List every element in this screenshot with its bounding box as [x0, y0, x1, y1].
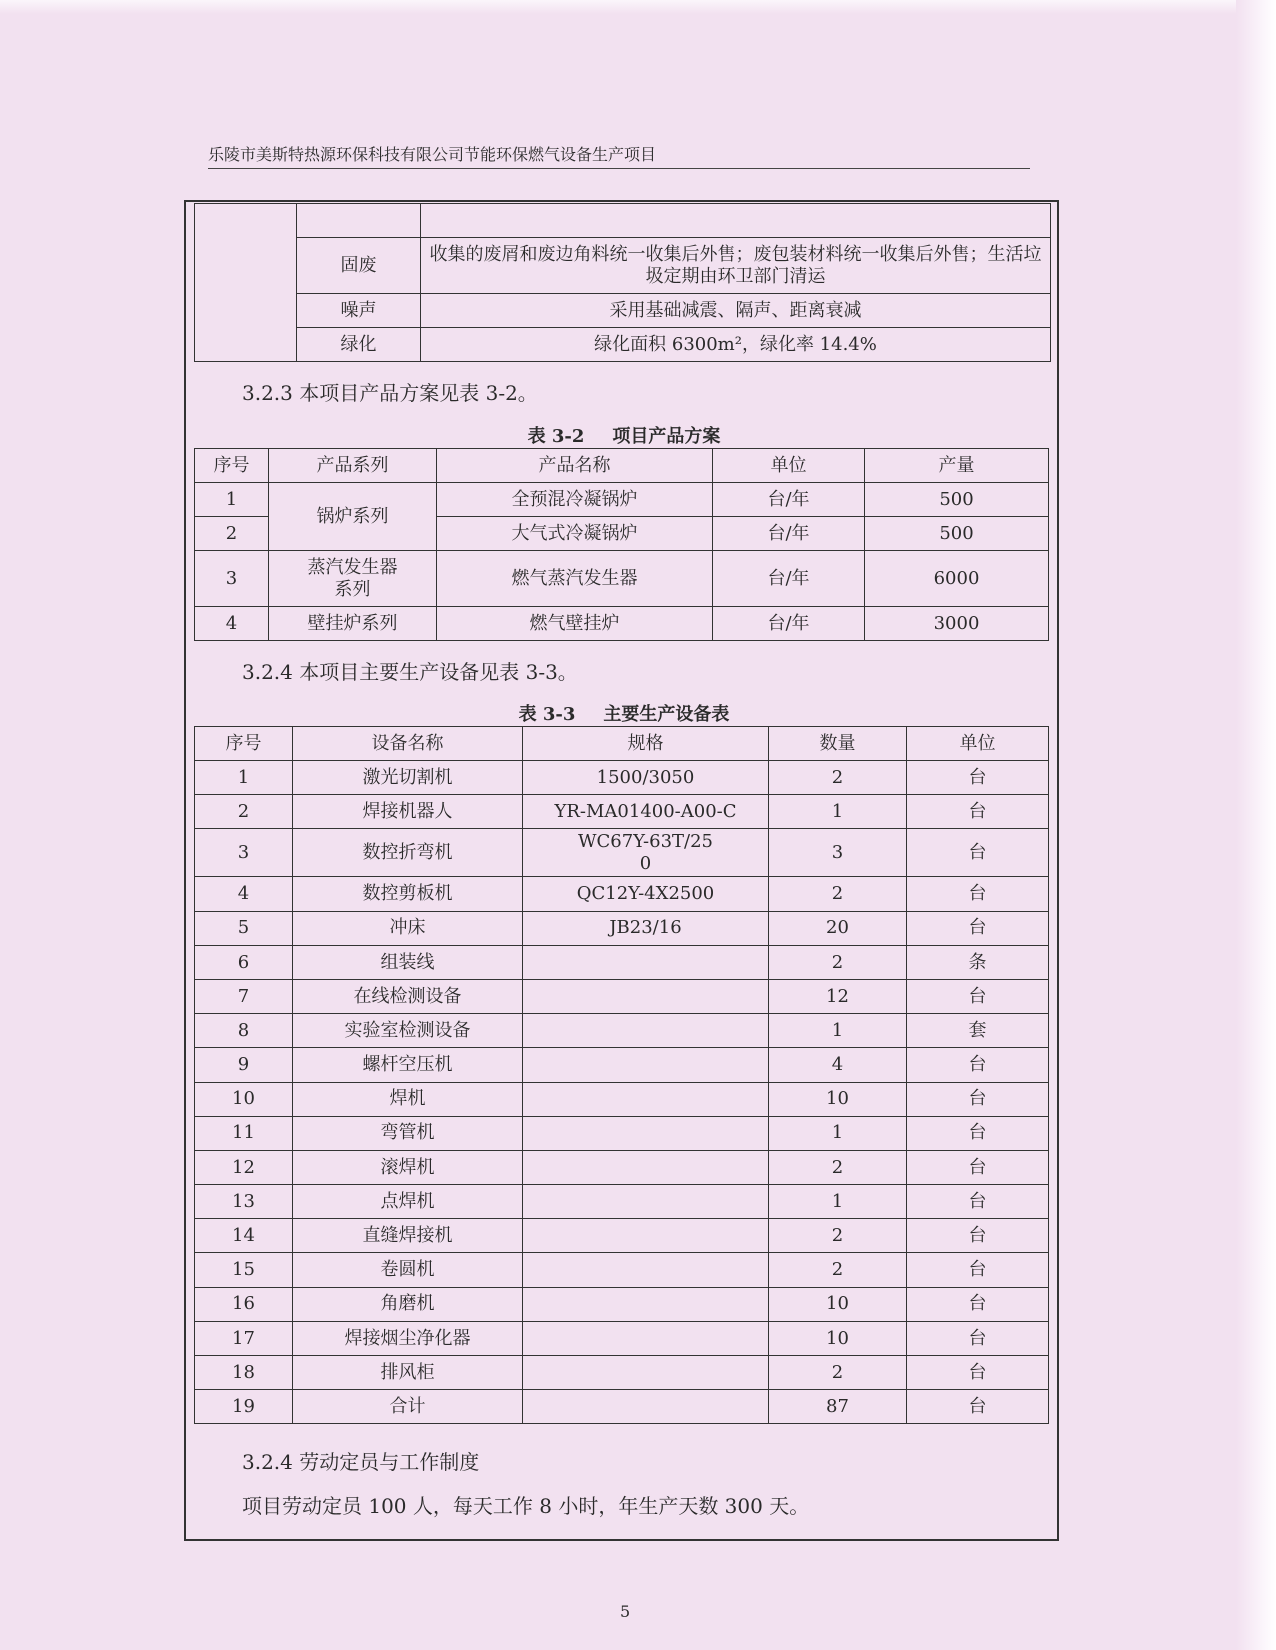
table-row: [195, 945, 1049, 979]
table-row: [195, 551, 1049, 607]
cell-quantity: 1: [769, 795, 907, 829]
cell-equipment-name: 焊接机器人: [293, 795, 523, 829]
table-row: [195, 877, 1049, 911]
cell-unit: 台/年: [713, 483, 865, 517]
cell-quantity: 2: [769, 1150, 907, 1184]
cell-unit: 台: [907, 1321, 1049, 1355]
cell-spec: [523, 1356, 769, 1390]
cell-quantity: 1: [769, 1116, 907, 1150]
cell-no: 1: [195, 483, 269, 517]
cell-spec: WC67Y-63T/250: [523, 829, 769, 877]
cell-no: 18: [195, 1356, 293, 1390]
table-row: [195, 1321, 1049, 1355]
table-row: [195, 1219, 1049, 1253]
table-32-header: 产品系列: [269, 449, 437, 483]
labor-text: 项目劳动定员 100 人，每天工作 8 小时，年生产天数 300 天。: [242, 1494, 810, 1518]
cell-spec: [523, 1150, 769, 1184]
cell-spec: [523, 1082, 769, 1116]
cell-output: 3000: [865, 607, 1049, 641]
cell-no: 15: [195, 1253, 293, 1287]
cell-quantity: 1: [769, 1185, 907, 1219]
table-row: [195, 829, 1049, 877]
cell-spec: [523, 1253, 769, 1287]
cell-spec: [523, 945, 769, 979]
table-row: [195, 1356, 1049, 1390]
cell-quantity: 12: [769, 979, 907, 1013]
table-row: [195, 1150, 1049, 1184]
cell-spec: 1500/3050: [523, 761, 769, 795]
cell-spec: [523, 1321, 769, 1355]
cell-no: 3: [195, 829, 293, 877]
cell-output: 6000: [865, 551, 1049, 607]
cell-quantity: 2: [769, 945, 907, 979]
cell-equipment-name: 点焊机: [293, 1185, 523, 1219]
cell-output: 500: [865, 483, 1049, 517]
table-33-header: 数量: [769, 727, 907, 761]
cell-unit: 台: [907, 829, 1049, 877]
table-row: [195, 1082, 1049, 1116]
env-measures-table: [194, 203, 1051, 362]
table-row: [195, 1116, 1049, 1150]
table-32-caption-no: 表 3-2: [527, 426, 585, 447]
env-item: 噪声: [297, 294, 421, 328]
cell-unit: 台: [907, 877, 1049, 911]
table-row: [195, 1048, 1049, 1082]
cell-no: 19: [195, 1390, 293, 1424]
table-row: [195, 1287, 1049, 1321]
table-32-caption: [194, 422, 1054, 448]
table-32-caption-title: 项目产品方案: [612, 426, 721, 447]
cell-no: 2: [195, 517, 269, 551]
cell-unit: 台/年: [713, 517, 865, 551]
cell-spec: QC12Y-4X2500: [523, 877, 769, 911]
cell-unit: 台: [907, 1219, 1049, 1253]
cell-no: 11: [195, 1116, 293, 1150]
cell-unit: 台: [907, 1287, 1049, 1321]
env-measure: 收集的废屑和废边角料统一收集后外售；废包装材料统一收集后外售；生活垃圾定期由环卫部门清运: [421, 238, 1051, 294]
page-header: 乐陵市美斯特热源环保科技有限公司节能环保燃气设备生产项目: [208, 142, 1030, 169]
cell-equipment-name: 直缝焊接机: [293, 1219, 523, 1253]
cell-spec: [523, 1048, 769, 1082]
cell-equipment-name: 冲床: [293, 911, 523, 945]
table-row: [195, 1185, 1049, 1219]
cell-equipment-name: 组装线: [293, 945, 523, 979]
cell-quantity: 10: [769, 1321, 907, 1355]
cell-equipment-name: 在线检测设备: [293, 979, 523, 1013]
table-row: [195, 607, 1049, 641]
cell-name: 全预混冷凝锅炉: [437, 483, 713, 517]
cell-no: 17: [195, 1321, 293, 1355]
cell-no: 16: [195, 1287, 293, 1321]
cell-no: 9: [195, 1048, 293, 1082]
table-32-header: 产量: [865, 449, 1049, 483]
section-323-heading: 3.2.3 本项目产品方案见表 3-2。: [242, 381, 538, 405]
cell-unit: 台: [907, 911, 1049, 945]
cell-name: 大气式冷凝锅炉: [437, 517, 713, 551]
cell-unit: 台: [907, 979, 1049, 1013]
cell-quantity: 4: [769, 1048, 907, 1082]
cell-spec: YR-MA01400-A00-C: [523, 795, 769, 829]
table-row: [195, 761, 1049, 795]
cell-equipment-name: 滚焊机: [293, 1150, 523, 1184]
cell-equipment-name: 焊机: [293, 1082, 523, 1116]
table-row: [195, 1253, 1049, 1287]
cell-quantity: 2: [769, 1356, 907, 1390]
cell-spec: [523, 1390, 769, 1424]
cell-unit: 台: [907, 1150, 1049, 1184]
table-33-header: 单位: [907, 727, 1049, 761]
cell-spec: [523, 1185, 769, 1219]
cell-equipment-name: 卷圆机: [293, 1253, 523, 1287]
cell-unit: 台: [907, 1116, 1049, 1150]
cell-quantity: 2: [769, 1219, 907, 1253]
cell-equipment-name: 合计: [293, 1390, 523, 1424]
cell-quantity: 10: [769, 1287, 907, 1321]
table-33: [194, 726, 1049, 1424]
cell-series: 壁挂炉系列: [269, 607, 437, 641]
cell-spec: [523, 979, 769, 1013]
scan-top-edge: [0, 0, 1276, 14]
cell-unit: 台: [907, 1253, 1049, 1287]
cell-equipment-name: 排风柜: [293, 1356, 523, 1390]
section-324-heading: 3.2.4 本项目主要生产设备见表 3-3。: [242, 660, 578, 684]
cell-no: 4: [195, 877, 293, 911]
cell-no: 2: [195, 795, 293, 829]
cell-spec: [523, 1014, 769, 1048]
table-row: [195, 1390, 1049, 1424]
cell-equipment-name: 弯管机: [293, 1116, 523, 1150]
cell-no: 12: [195, 1150, 293, 1184]
cell-quantity: 2: [769, 1253, 907, 1287]
table-row: [195, 911, 1049, 945]
table-32-header: 单位: [713, 449, 865, 483]
cell-unit: 台/年: [713, 551, 865, 607]
cell-quantity: 20: [769, 911, 907, 945]
table-32: [194, 448, 1049, 641]
cell-unit: 台: [907, 761, 1049, 795]
cell-unit: 台: [907, 1356, 1049, 1390]
env-measure: 采用基础减震、隔声、距离衰减: [421, 294, 1051, 328]
cell-no: 10: [195, 1082, 293, 1116]
cell-no: 4: [195, 607, 269, 641]
cell-no: 13: [195, 1185, 293, 1219]
cell-no: 8: [195, 1014, 293, 1048]
cell-unit: 台: [907, 1048, 1049, 1082]
cell-output: 500: [865, 517, 1049, 551]
labor-heading: 3.2.4 劳动定员与工作制度: [242, 1450, 480, 1474]
env-measure: [421, 204, 1051, 238]
cell-name: 燃气蒸汽发生器: [437, 551, 713, 607]
cell-equipment-name: 角磨机: [293, 1287, 523, 1321]
cell-equipment-name: 焊接烟尘净化器: [293, 1321, 523, 1355]
env-item: 绿化: [297, 328, 421, 362]
env-category-cell: [195, 204, 297, 362]
cell-series: 锅炉系列: [269, 483, 437, 551]
table-33-caption-no: 表 3-3: [518, 704, 576, 725]
env-item: 固废: [297, 238, 421, 294]
table-row: [195, 483, 1049, 517]
cell-equipment-name: 数控剪板机: [293, 877, 523, 911]
cell-unit: 台: [907, 1390, 1049, 1424]
cell-spec: [523, 1287, 769, 1321]
cell-no: 3: [195, 551, 269, 607]
cell-equipment-name: 激光切割机: [293, 761, 523, 795]
cell-spec: JB23/16: [523, 911, 769, 945]
table-row: [195, 795, 1049, 829]
table-33-caption: [194, 700, 1054, 726]
cell-quantity: 2: [769, 877, 907, 911]
cell-quantity: 87: [769, 1390, 907, 1424]
cell-quantity: 1: [769, 1014, 907, 1048]
cell-equipment-name: 螺杆空压机: [293, 1048, 523, 1082]
table-row: [195, 1014, 1049, 1048]
cell-quantity: 2: [769, 761, 907, 795]
table-32-header: 序号: [195, 449, 269, 483]
cell-unit: 条: [907, 945, 1049, 979]
table-32-header: 产品名称: [437, 449, 713, 483]
cell-unit: 台/年: [713, 607, 865, 641]
cell-spec: [523, 1116, 769, 1150]
env-item: [297, 204, 421, 238]
cell-unit: 台: [907, 1185, 1049, 1219]
cell-unit: 台: [907, 1082, 1049, 1116]
cell-spec: [523, 1219, 769, 1253]
page-number: 5: [620, 1602, 631, 1621]
table-33-header: 设备名称: [293, 727, 523, 761]
cell-quantity: 10: [769, 1082, 907, 1116]
table-33-header: 规格: [523, 727, 769, 761]
env-measure: 绿化面积 6300m²，绿化率 14.4%: [421, 328, 1051, 362]
cell-equipment-name: 数控折弯机: [293, 829, 523, 877]
cell-equipment-name: 实验室检测设备: [293, 1014, 523, 1048]
cell-no: 5: [195, 911, 293, 945]
cell-unit: 套: [907, 1014, 1049, 1048]
cell-quantity: 3: [769, 829, 907, 877]
cell-unit: 台: [907, 795, 1049, 829]
cell-no: 6: [195, 945, 293, 979]
cell-series: 蒸汽发生器系列: [269, 551, 437, 607]
cell-no: 7: [195, 979, 293, 1013]
cell-no: 14: [195, 1219, 293, 1253]
scan-right-edge: [1236, 0, 1276, 1650]
table-row: [195, 979, 1049, 1013]
table-33-header: 序号: [195, 727, 293, 761]
cell-name: 燃气壁挂炉: [437, 607, 713, 641]
cell-no: 1: [195, 761, 293, 795]
table-33-caption-title: 主要生产设备表: [603, 704, 730, 725]
